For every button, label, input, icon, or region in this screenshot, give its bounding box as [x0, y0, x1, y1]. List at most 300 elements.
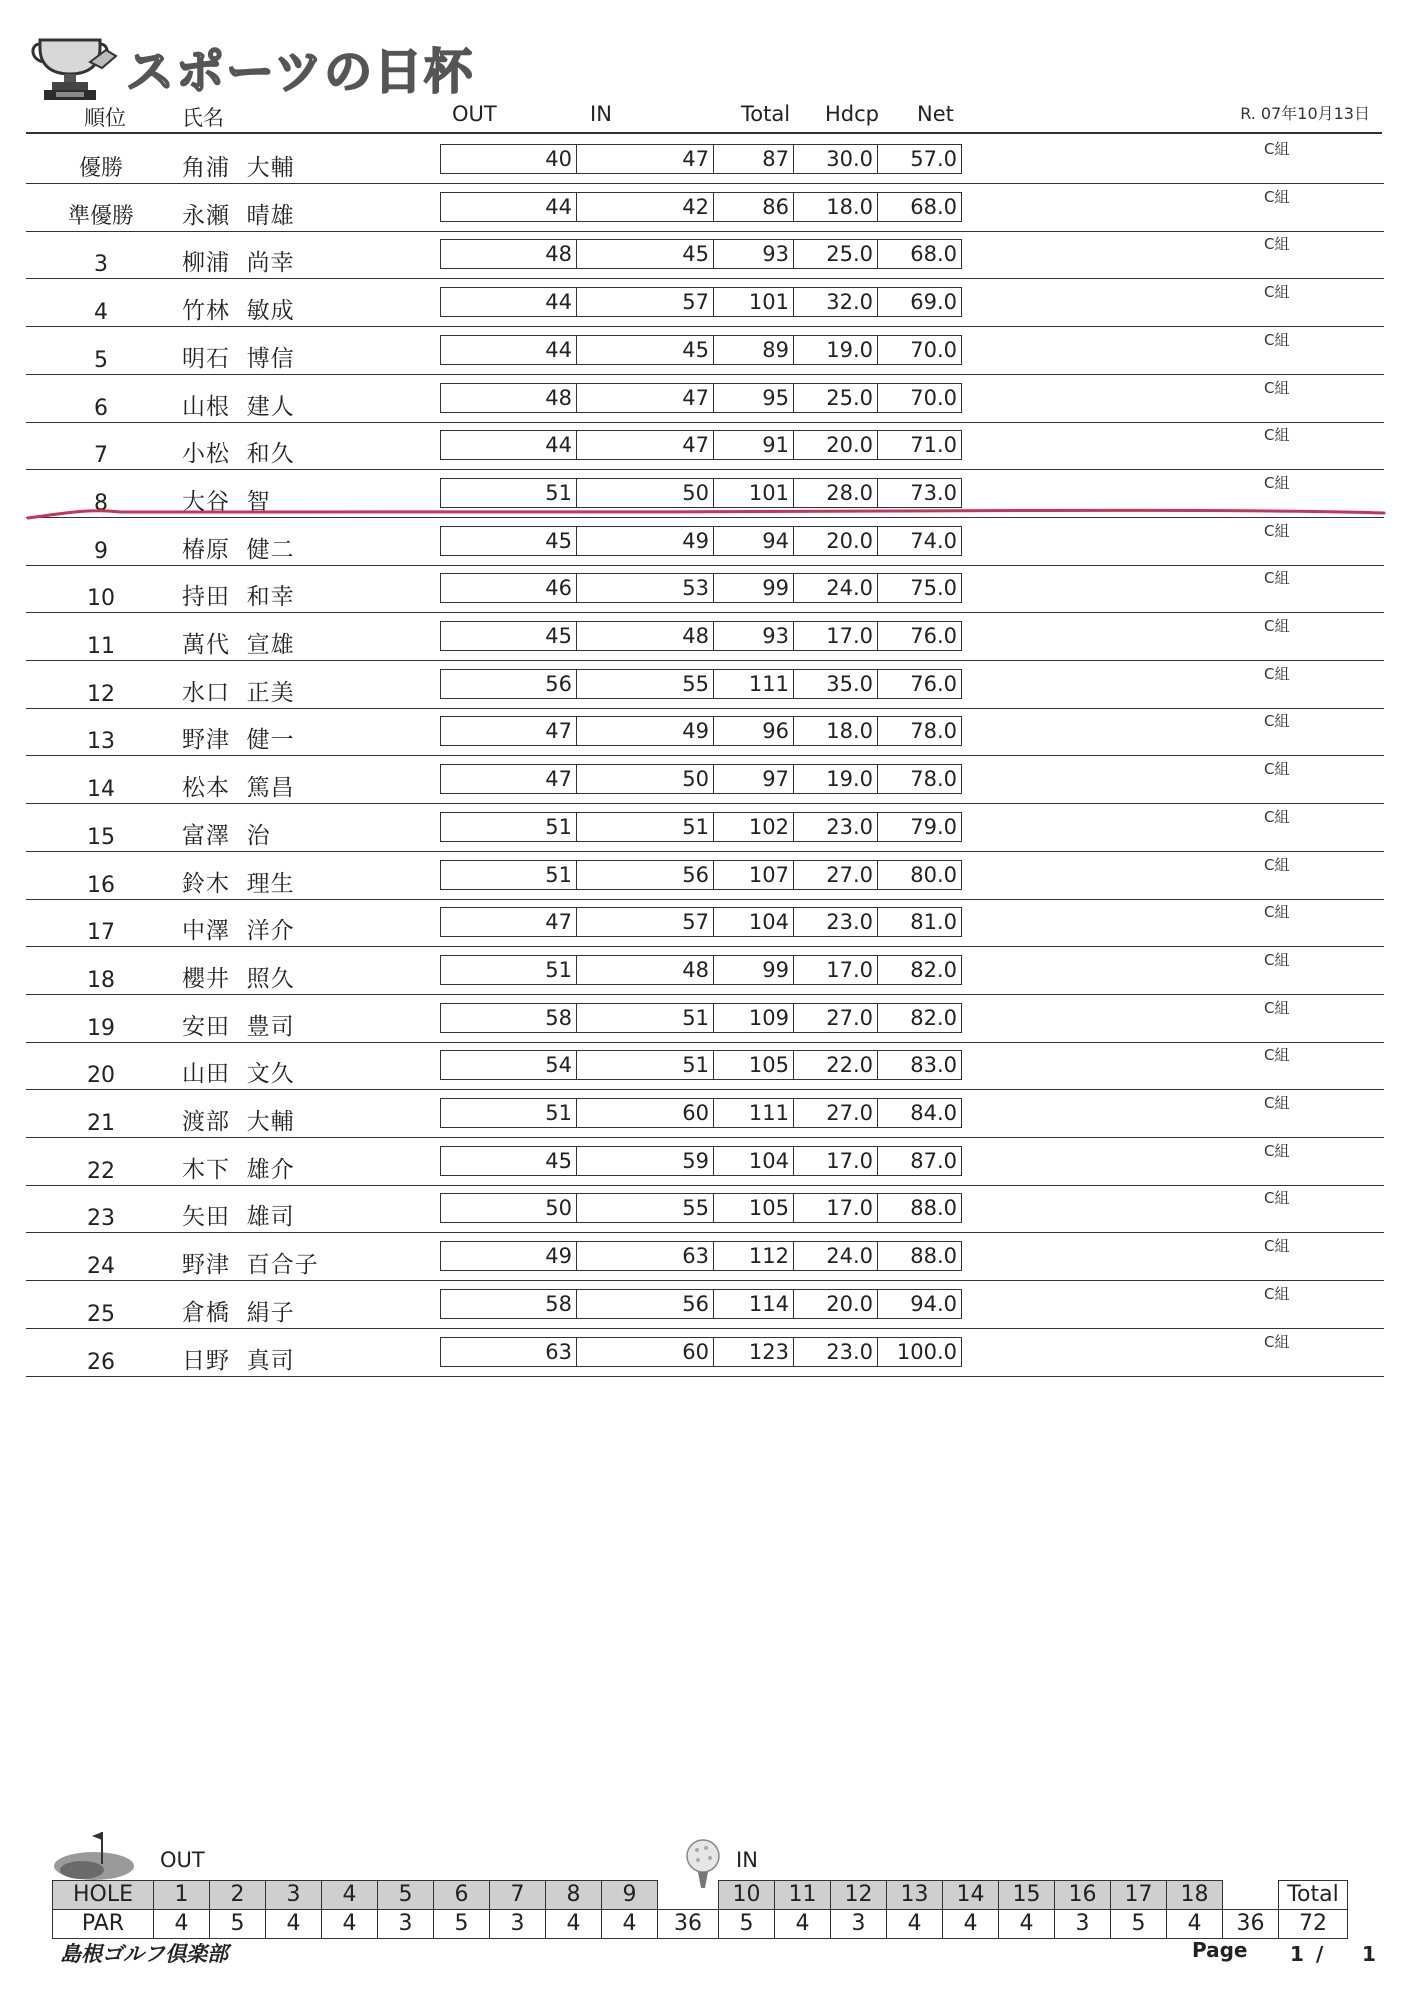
- rank-cell: 22: [87, 1158, 115, 1184]
- name-cell: 安田 豊司: [182, 1013, 295, 1040]
- total-cell: 94: [714, 526, 794, 556]
- in-cell: 47: [577, 383, 714, 413]
- par-label: PAR: [53, 1910, 154, 1939]
- hdcp-cell: 25.0: [794, 383, 878, 413]
- par-value: 5: [1111, 1910, 1167, 1939]
- in-cell: 57: [577, 287, 714, 317]
- club-name: 島根ゴルフ倶楽部: [60, 1942, 228, 1966]
- header-rank: 順位: [84, 106, 126, 130]
- grand-total: 72: [1279, 1910, 1348, 1939]
- total-cell: 114: [714, 1289, 794, 1319]
- hole-number: 10: [719, 1881, 775, 1910]
- par-value: 4: [154, 1910, 210, 1939]
- table-row: [26, 279, 1384, 327]
- table-row: [26, 518, 1384, 566]
- name-cell: 中澤 洋介: [182, 918, 295, 945]
- hdcp-cell: 22.0: [794, 1050, 878, 1080]
- page-current: 1: [1290, 1942, 1304, 1966]
- header-hdcp: Hdcp: [825, 102, 879, 126]
- hdcp-cell: 25.0: [794, 239, 878, 269]
- rank-cell: 8: [94, 490, 108, 516]
- group-label: C組: [1264, 664, 1290, 683]
- out-cell: 44: [440, 430, 577, 460]
- par-value: 5: [719, 1910, 775, 1939]
- total-cell: 107: [714, 860, 794, 890]
- group-label: C組: [1264, 998, 1290, 1017]
- name-cell: 萬代 宣雄: [182, 632, 295, 658]
- hole-number: 6: [434, 1881, 490, 1910]
- name-cell: 角浦 大輔: [182, 155, 295, 181]
- table-row: [26, 136, 1384, 184]
- par-value: 3: [1055, 1910, 1111, 1939]
- net-cell: 75.0: [878, 573, 962, 603]
- name-cell: 水口 正美: [182, 679, 295, 706]
- group-label: C組: [1264, 140, 1290, 158]
- table-row: [26, 995, 1384, 1043]
- net-cell: 82.0: [878, 955, 962, 985]
- group-label: C組: [1264, 950, 1290, 969]
- name-cell: 渡部 大輔: [182, 1109, 295, 1135]
- par-value: 3: [490, 1910, 546, 1939]
- date-label: R. 07年10月13日: [1240, 104, 1370, 123]
- total-cell: 109: [714, 1003, 794, 1033]
- par-row: [53, 1910, 1348, 1939]
- rank-cell: 25: [87, 1301, 115, 1327]
- name-cell: 大谷 智: [182, 488, 271, 515]
- rank-cell: 26: [87, 1349, 115, 1375]
- rank-cell: 準優勝: [67, 203, 134, 229]
- group-label: C組: [1264, 1237, 1290, 1256]
- par-value: 4: [266, 1910, 322, 1939]
- net-cell: 76.0: [878, 621, 962, 651]
- net-cell: 73.0: [878, 478, 962, 508]
- hdcp-cell: 23.0: [794, 812, 878, 842]
- table-row: [26, 661, 1384, 709]
- rank-cell: 7: [94, 443, 108, 469]
- hdcp-cell: 17.0: [794, 1146, 878, 1176]
- group-label: C組: [1264, 1046, 1290, 1065]
- in-cell: 56: [577, 1289, 714, 1319]
- total-cell: 112: [714, 1241, 794, 1271]
- table-row: [26, 1042, 1384, 1090]
- table-row: [26, 899, 1384, 947]
- net-cell: 79.0: [878, 812, 962, 842]
- out-cell: 45: [440, 621, 577, 651]
- name-cell: 松本 篤昌: [182, 775, 295, 802]
- net-cell: 74.0: [878, 526, 962, 556]
- total-cell: 104: [714, 1146, 794, 1176]
- name-cell: 富澤 治: [182, 822, 271, 849]
- hole-number: 12: [831, 1881, 887, 1910]
- page-total: 1: [1362, 1942, 1376, 1966]
- hole-number: 3: [266, 1881, 322, 1910]
- in-cell: 51: [577, 1003, 714, 1033]
- group-label: C組: [1264, 187, 1290, 206]
- out-cell: 40: [440, 144, 577, 174]
- out-cell: 48: [440, 383, 577, 413]
- in-cell: 45: [577, 335, 714, 365]
- total-cell: 105: [714, 1193, 794, 1223]
- in-cell: 45: [577, 239, 714, 269]
- total-cell: 111: [714, 1098, 794, 1128]
- hdcp-cell: 23.0: [794, 1337, 878, 1367]
- total-cell: 99: [714, 955, 794, 985]
- header-name: 氏名: [182, 106, 224, 130]
- group-label: C組: [1264, 1284, 1290, 1303]
- hdcp-cell: 17.0: [794, 621, 878, 651]
- table-row: [26, 565, 1384, 613]
- name-cell: 山田 文久: [182, 1061, 295, 1088]
- net-cell: 82.0: [878, 1003, 962, 1033]
- hdcp-cell: 32.0: [794, 287, 878, 317]
- in-cell: 59: [577, 1146, 714, 1176]
- in-cell: 55: [577, 669, 714, 699]
- out-cell: 51: [440, 478, 577, 508]
- rank-cell: 9: [94, 538, 108, 564]
- net-cell: 70.0: [878, 335, 962, 365]
- out-cell: 45: [440, 526, 577, 556]
- table-row: [26, 1185, 1384, 1233]
- group-label: C組: [1264, 903, 1290, 922]
- total-cell: 104: [714, 907, 794, 937]
- total-cell: 101: [714, 287, 794, 317]
- group-label: C組: [1264, 569, 1290, 588]
- total-cell: 123: [714, 1337, 794, 1367]
- hdcp-cell: 18.0: [794, 192, 878, 222]
- title-block: [30, 30, 474, 105]
- total-cell: 105: [714, 1050, 794, 1080]
- name-cell: 永瀬 晴雄: [182, 202, 295, 229]
- hole-number: 2: [210, 1881, 266, 1910]
- in-cell: 53: [577, 573, 714, 603]
- group-label: C組: [1264, 1332, 1290, 1351]
- out-cell: 51: [440, 955, 577, 985]
- table-row: [26, 613, 1384, 661]
- total-cell: 97: [714, 764, 794, 794]
- hdcp-cell: 17.0: [794, 955, 878, 985]
- name-cell: 椿原 健二: [182, 536, 295, 563]
- out-cell: 44: [440, 287, 577, 317]
- net-cell: 76.0: [878, 669, 962, 699]
- in-cell: 49: [577, 526, 714, 556]
- group-label: C組: [1264, 426, 1290, 445]
- par-value: 4: [546, 1910, 602, 1939]
- rank-cell: 16: [87, 872, 115, 898]
- golf-flag-icon: [46, 1826, 136, 1886]
- group-label: C組: [1264, 712, 1290, 731]
- in-cell: 50: [577, 478, 714, 508]
- hdcp-cell: 27.0: [794, 860, 878, 890]
- out-cell: 50: [440, 1193, 577, 1223]
- net-cell: 69.0: [878, 287, 962, 317]
- table-row: [26, 327, 1384, 375]
- table-row: [26, 231, 1384, 279]
- rank-cell: 21: [87, 1111, 115, 1136]
- out-cell: 54: [440, 1050, 577, 1080]
- rank-cell: 15: [87, 824, 115, 850]
- net-cell: 68.0: [878, 239, 962, 269]
- group-label: C組: [1264, 617, 1290, 635]
- out-cell: 58: [440, 1289, 577, 1319]
- par-value: 4: [1167, 1910, 1223, 1939]
- hdcp-cell: 27.0: [794, 1098, 878, 1128]
- rank-cell: 18: [87, 967, 115, 993]
- hdcp-cell: 35.0: [794, 669, 878, 699]
- name-cell: 竹林 敏成: [182, 298, 295, 325]
- in-cell: 56: [577, 860, 714, 890]
- hdcp-cell: 30.0: [794, 144, 878, 174]
- in-cell: 60: [577, 1337, 714, 1367]
- name-cell: 明石 博信: [182, 345, 295, 372]
- out-cell: 45: [440, 1146, 577, 1176]
- group-label: C組: [1264, 1094, 1290, 1112]
- row-divider: [26, 1376, 1384, 1377]
- in-label: IN: [736, 1848, 758, 1872]
- hole-row: [53, 1881, 1348, 1910]
- hdcp-cell: 19.0: [794, 764, 878, 794]
- net-cell: 78.0: [878, 716, 962, 746]
- header-out: OUT: [452, 102, 497, 126]
- table-row: [26, 708, 1384, 756]
- in-cell: 42: [577, 192, 714, 222]
- group-label: C組: [1264, 378, 1290, 397]
- table-row: [26, 422, 1384, 470]
- rank-cell: 優勝: [78, 156, 123, 181]
- net-cell: 100.0: [878, 1337, 962, 1367]
- out-cell: 63: [440, 1337, 577, 1367]
- total-cell: 89: [714, 335, 794, 365]
- par-value: 3: [378, 1910, 434, 1939]
- net-cell: 87.0: [878, 1146, 962, 1176]
- par-value: 5: [210, 1910, 266, 1939]
- group-label: C組: [1264, 330, 1290, 349]
- header-divider: [26, 132, 1382, 134]
- total-cell: 93: [714, 621, 794, 651]
- hole-number: 15: [999, 1881, 1055, 1910]
- rank-cell: 23: [87, 1206, 115, 1232]
- name-cell: 山根 建人: [182, 393, 295, 420]
- hole-number: 18: [1167, 1881, 1223, 1910]
- out-cell: 51: [440, 860, 577, 890]
- in-cell: 48: [577, 955, 714, 985]
- hdcp-cell: 28.0: [794, 478, 878, 508]
- hdcp-cell: 20.0: [794, 430, 878, 460]
- page-separator: /: [1316, 1942, 1324, 1966]
- net-cell: 78.0: [878, 764, 962, 794]
- hole-number: 4: [322, 1881, 378, 1910]
- out-cell: 44: [440, 335, 577, 365]
- name-cell: 櫻井 照久: [182, 965, 295, 992]
- group-label: C組: [1264, 473, 1290, 492]
- par-value: 4: [602, 1910, 658, 1939]
- group-label: C組: [1264, 1189, 1290, 1208]
- rank-cell: 10: [87, 586, 115, 612]
- name-cell: 野津 健一: [182, 727, 295, 754]
- rank-cell: 19: [87, 1015, 115, 1041]
- out-cell: 47: [440, 716, 577, 746]
- table-row: [26, 1233, 1384, 1281]
- net-cell: 71.0: [878, 430, 962, 460]
- group-label: C組: [1264, 807, 1290, 826]
- rank-cell: 20: [87, 1063, 115, 1089]
- par-value: 5: [434, 1910, 490, 1939]
- in-cell: 63: [577, 1241, 714, 1271]
- table-row: [26, 804, 1384, 852]
- table-row: [26, 470, 1384, 518]
- par-value: 4: [775, 1910, 831, 1939]
- hdcp-cell: 19.0: [794, 335, 878, 365]
- rank-cell: 6: [94, 395, 108, 421]
- name-cell: 小松 和久: [182, 441, 295, 468]
- net-cell: 68.0: [878, 192, 962, 222]
- out-cell: 51: [440, 1098, 577, 1128]
- hole-number: 8: [546, 1881, 602, 1910]
- net-cell: 80.0: [878, 860, 962, 890]
- group-label: C組: [1264, 283, 1290, 302]
- net-cell: 88.0: [878, 1241, 962, 1271]
- rank-cell: 24: [87, 1254, 115, 1280]
- out-cell: 56: [440, 669, 577, 699]
- hole-number: 17: [1111, 1881, 1167, 1910]
- hdcp-cell: 27.0: [794, 1003, 878, 1033]
- total-label: Total: [1279, 1881, 1348, 1910]
- hole-number: 5: [378, 1881, 434, 1910]
- table-row: [26, 756, 1384, 804]
- out-cell: 44: [440, 192, 577, 222]
- total-cell: 87: [714, 144, 794, 174]
- hole-number: 14: [943, 1881, 999, 1910]
- net-cell: 88.0: [878, 1193, 962, 1223]
- total-cell: 96: [714, 716, 794, 746]
- in-cell: 51: [577, 1050, 714, 1080]
- hdcp-cell: 20.0: [794, 1289, 878, 1319]
- header-in: IN: [590, 102, 612, 126]
- in-cell: 51: [577, 812, 714, 842]
- par-value: 4: [322, 1910, 378, 1939]
- name-cell: 持田 和幸: [182, 584, 295, 611]
- page-title: スポーツの日杯: [126, 44, 475, 100]
- group-label: C組: [1264, 235, 1290, 254]
- hole-label: HOLE: [53, 1881, 154, 1910]
- total-cell: 111: [714, 669, 794, 699]
- total-cell: 86: [714, 192, 794, 222]
- scorecard-table: [52, 1880, 1348, 1939]
- group-label: C組: [1264, 1141, 1290, 1160]
- out-cell: 51: [440, 812, 577, 842]
- total-cell: 93: [714, 239, 794, 269]
- rank-cell: 5: [94, 347, 108, 373]
- hole-number: 7: [490, 1881, 546, 1910]
- total-cell: 102: [714, 812, 794, 842]
- hole-number: 13: [887, 1881, 943, 1910]
- name-cell: 鈴木 理生: [182, 870, 295, 897]
- out-cell: 48: [440, 239, 577, 269]
- table-row: [26, 1090, 1384, 1138]
- in-total: 36: [1223, 1910, 1279, 1939]
- name-cell: 矢田 雄司: [182, 1204, 295, 1231]
- net-cell: 94.0: [878, 1289, 962, 1319]
- rank-cell: 12: [87, 681, 115, 707]
- out-cell: 47: [440, 764, 577, 794]
- in-cell: 48: [577, 621, 714, 651]
- in-cell: 47: [577, 430, 714, 460]
- net-cell: 57.0: [878, 144, 962, 174]
- group-label: C組: [1264, 855, 1290, 874]
- par-value: 4: [943, 1910, 999, 1939]
- name-cell: 木下 雄介: [182, 1156, 295, 1183]
- in-cell: 50: [577, 764, 714, 794]
- out-cell: 46: [440, 573, 577, 603]
- header-net: Net: [917, 102, 954, 126]
- par-value: 4: [999, 1910, 1055, 1939]
- hdcp-cell: 20.0: [794, 526, 878, 556]
- name-cell: 倉橋 絹子: [182, 1299, 295, 1326]
- hole-number: 9: [602, 1881, 658, 1910]
- total-cell: 99: [714, 573, 794, 603]
- hole-number: 16: [1055, 1881, 1111, 1910]
- in-total-blank: [1223, 1881, 1279, 1910]
- out-total-blank: [658, 1881, 719, 1910]
- table-row: [26, 1329, 1384, 1377]
- in-cell: 49: [577, 716, 714, 746]
- rank-cell: 17: [87, 920, 115, 946]
- rank-cell: 13: [87, 729, 115, 755]
- out-cell: 49: [440, 1241, 577, 1271]
- total-cell: 95: [714, 383, 794, 413]
- group-label: C組: [1264, 760, 1290, 779]
- out-cell: 58: [440, 1003, 577, 1033]
- net-cell: 83.0: [878, 1050, 962, 1080]
- name-cell: 柳浦 尚幸: [182, 250, 295, 277]
- hole-number: 1: [154, 1881, 210, 1910]
- table-row: [26, 375, 1384, 423]
- out-cell: 47: [440, 907, 577, 937]
- header-total: Total: [741, 102, 791, 126]
- rank-cell: 3: [94, 252, 108, 278]
- total-cell: 101: [714, 478, 794, 508]
- name-cell: 日野 真司: [182, 1347, 295, 1374]
- out-label: OUT: [160, 1848, 205, 1872]
- rank-cell: 14: [87, 777, 115, 803]
- net-cell: 81.0: [878, 907, 962, 937]
- group-label: C組: [1264, 521, 1290, 540]
- table-row: [26, 1281, 1384, 1329]
- net-cell: 70.0: [878, 383, 962, 413]
- hdcp-cell: 24.0: [794, 1241, 878, 1271]
- rank-cell: 11: [87, 634, 115, 659]
- in-cell: 57: [577, 907, 714, 937]
- total-cell: 91: [714, 430, 794, 460]
- table-row: [26, 852, 1384, 900]
- in-cell: 60: [577, 1098, 714, 1128]
- in-cell: 47: [577, 144, 714, 174]
- table-row: [26, 1138, 1384, 1186]
- hdcp-cell: 17.0: [794, 1193, 878, 1223]
- table-row: [26, 184, 1384, 232]
- table-row: [26, 947, 1384, 995]
- in-cell: 55: [577, 1193, 714, 1223]
- out-total: 36: [658, 1910, 719, 1939]
- net-cell: 84.0: [878, 1098, 962, 1128]
- name-cell: 野津 百合子: [182, 1252, 319, 1279]
- trophy-icon: [30, 32, 122, 104]
- hdcp-cell: 23.0: [794, 907, 878, 937]
- hole-number: 11: [775, 1881, 831, 1910]
- hdcp-cell: 18.0: [794, 716, 878, 746]
- rank-cell: 4: [94, 300, 108, 326]
- page-label: Page: [1192, 1938, 1248, 1962]
- hdcp-cell: 24.0: [794, 573, 878, 603]
